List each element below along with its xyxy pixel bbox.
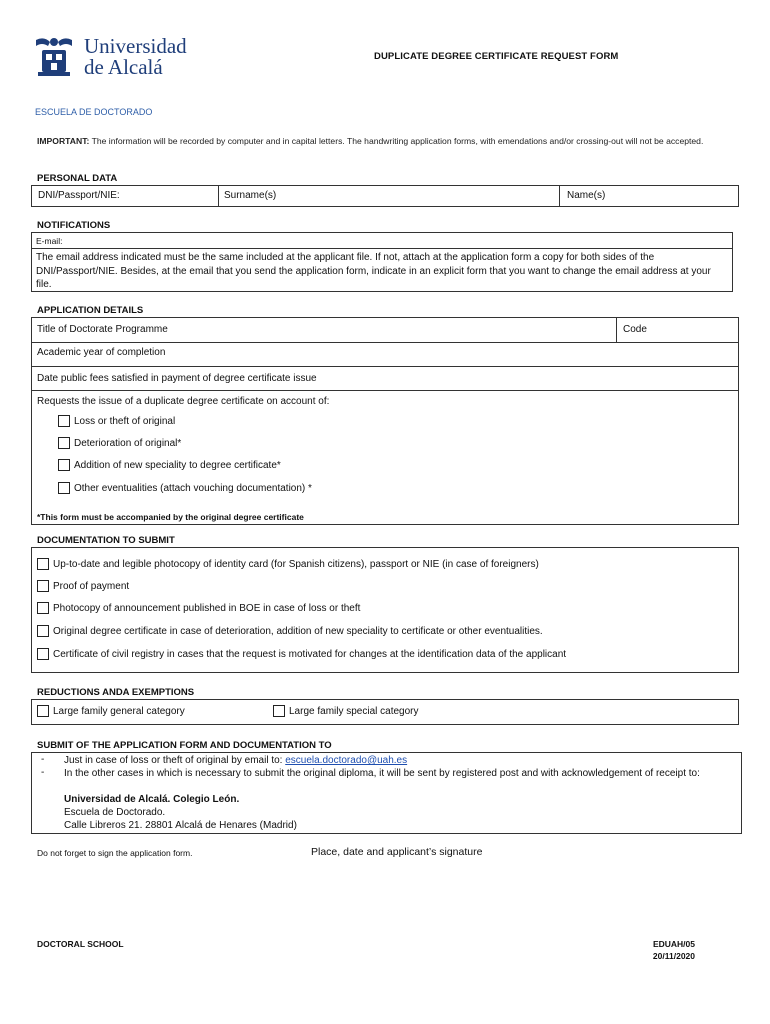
email-note: The email address indicated must be the same included at the applicant file. If not, attach at the application form a copy for both sides of the DNI/Passport/NIE. Besides, at the email that you send the application form, indicate in an explicit form that you want to change the email address at your file.: [36, 252, 711, 290]
reason-other[interactable]: [58, 482, 312, 494]
logo-line-2: de Alcalá: [84, 55, 163, 79]
documentation-box: [31, 547, 739, 673]
school-name: ESCUELA DE DOCTORADO: [35, 107, 153, 117]
reductions-box: [31, 699, 739, 725]
checkbox[interactable]: [58, 459, 70, 471]
doc-item-label: Up-to-date and legible photocopy of identity card (for Spanish citizens), passport or NIE (in case of foreigners): [53, 558, 539, 570]
submit-line-2: In the other cases in which is necessary to submit the original diploma, it will be sent by registered post and with acknowledgement of receipt to:: [64, 768, 700, 779]
bullet-dash: -: [41, 767, 45, 778]
sign-reminder: Do not forget to sign the application form.: [37, 848, 193, 858]
application-footnote: *This form must be accompanied by the original degree certificate: [37, 512, 304, 522]
reason-label: Deterioration of original*: [74, 437, 182, 449]
notifications-box: [31, 232, 733, 292]
doc-item-label: Original degree certificate in case of deterioration, addition of new speciality to certificate or other eventualities.: [53, 625, 543, 637]
checkbox[interactable]: [37, 648, 49, 660]
reduction-general-label: Large family general category: [53, 705, 185, 717]
form-code: EDUAH/05: [652, 939, 695, 949]
important-label: IMPORTANT:: [37, 136, 90, 146]
doctoral-school-footer: DOCTORAL SCHOOL: [37, 939, 124, 949]
doc-item-label: Proof of payment: [53, 580, 130, 592]
dni-field-label[interactable]: DNI/Passport/NIE:: [38, 190, 120, 201]
checkbox[interactable]: [58, 415, 70, 427]
code-field-label[interactable]: Code: [623, 324, 647, 335]
notifications-heading: NOTIFICATIONS: [37, 220, 111, 231]
submit-heading: SUBMIT OF THE APPLICATION FORM AND DOCUMENTATION TO: [37, 740, 332, 751]
bullet-dash: -: [41, 754, 45, 765]
checkbox[interactable]: [37, 558, 49, 570]
doc-item-boe[interactable]: [37, 602, 360, 614]
application-details-box: [31, 317, 739, 525]
form-date: 20/11/2020: [652, 951, 695, 961]
checkbox[interactable]: [37, 625, 49, 637]
reason-label: Other eventualities (attach vouching documentation) *: [74, 482, 312, 494]
checkbox[interactable]: [37, 602, 49, 614]
surname-field-label[interactable]: Surname(s): [224, 190, 277, 201]
doc-item-identity[interactable]: [37, 558, 539, 570]
checkbox[interactable]: [37, 705, 49, 717]
application-details-heading: APPLICATION DETAILS: [37, 305, 144, 316]
year-field-label[interactable]: Academic year of completion: [37, 347, 166, 358]
personal-data-box: [31, 185, 739, 207]
personal-data-heading: PERSONAL DATA: [37, 173, 118, 184]
doc-item-original[interactable]: [37, 625, 543, 637]
university-logo: [32, 34, 187, 80]
checkbox[interactable]: [273, 705, 285, 717]
email-field-label[interactable]: E-mail:: [36, 236, 63, 246]
reason-deterioration[interactable]: [58, 437, 181, 449]
important-note: [37, 135, 737, 148]
submit-line-1: [64, 754, 407, 768]
signature-label: Place, date and applicant’s signature: [311, 846, 483, 858]
doc-item-civil-registry[interactable]: [37, 648, 566, 660]
address-line-2: Escuela de Doctorado.: [64, 807, 166, 818]
reduction-general[interactable]: [37, 705, 185, 717]
doc-item-label: Certificate of civil registry in cases that the request is motivated for changes at the identification data of the applicant: [53, 648, 567, 660]
doc-item-label: Photocopy of announcement published in BOE in case of loss or theft: [53, 602, 361, 614]
checkbox[interactable]: [58, 437, 70, 449]
reduction-special[interactable]: [273, 705, 419, 717]
reasons-label: Requests the issue of a duplicate degree certificate on account of:: [37, 396, 330, 407]
reason-loss[interactable]: [58, 415, 175, 427]
important-text: The information will be recorded by computer and in capital letters. The handwriting application forms, with emendations and/or crossing-out will not be accepted.: [89, 136, 704, 146]
university-crest-icon: [32, 34, 76, 80]
reductions-heading: REDUCTIONS ANDA EXEMPTIONS: [37, 687, 195, 698]
address-line-3: Calle Libreros 21. 28801 Alcalá de Henares (Madrid): [64, 820, 297, 831]
submit-line-1-text: Just in case of loss or theft of original by email to:: [64, 755, 286, 766]
checkbox[interactable]: [37, 580, 49, 592]
reason-label: Addition of new speciality to degree certificate*: [74, 459, 281, 471]
reason-speciality[interactable]: [58, 459, 281, 471]
documentation-heading: DOCUMENTATION TO SUBMIT: [37, 535, 175, 546]
reduction-special-label: Large family special category: [289, 705, 419, 717]
email-link[interactable]: escuela.doctorado@uah.es: [285, 755, 408, 766]
fees-field-label[interactable]: Date public fees satisfied in payment of degree certificate issue: [37, 373, 317, 384]
programme-field-label[interactable]: Title of Doctorate Programme: [37, 324, 168, 335]
doc-item-payment[interactable]: [37, 580, 129, 592]
logo-line-1: Universidad: [84, 34, 187, 58]
reason-label: Loss or theft of original: [74, 415, 176, 427]
form-title: DUPLICATE DEGREE CERTIFICATE REQUEST FORM: [374, 51, 619, 62]
submit-box: [31, 752, 742, 834]
name-field-label[interactable]: Name(s): [567, 190, 606, 201]
checkbox[interactable]: [58, 482, 70, 494]
address-line-1: Universidad de Alcalá. Colegio León.: [64, 794, 240, 805]
